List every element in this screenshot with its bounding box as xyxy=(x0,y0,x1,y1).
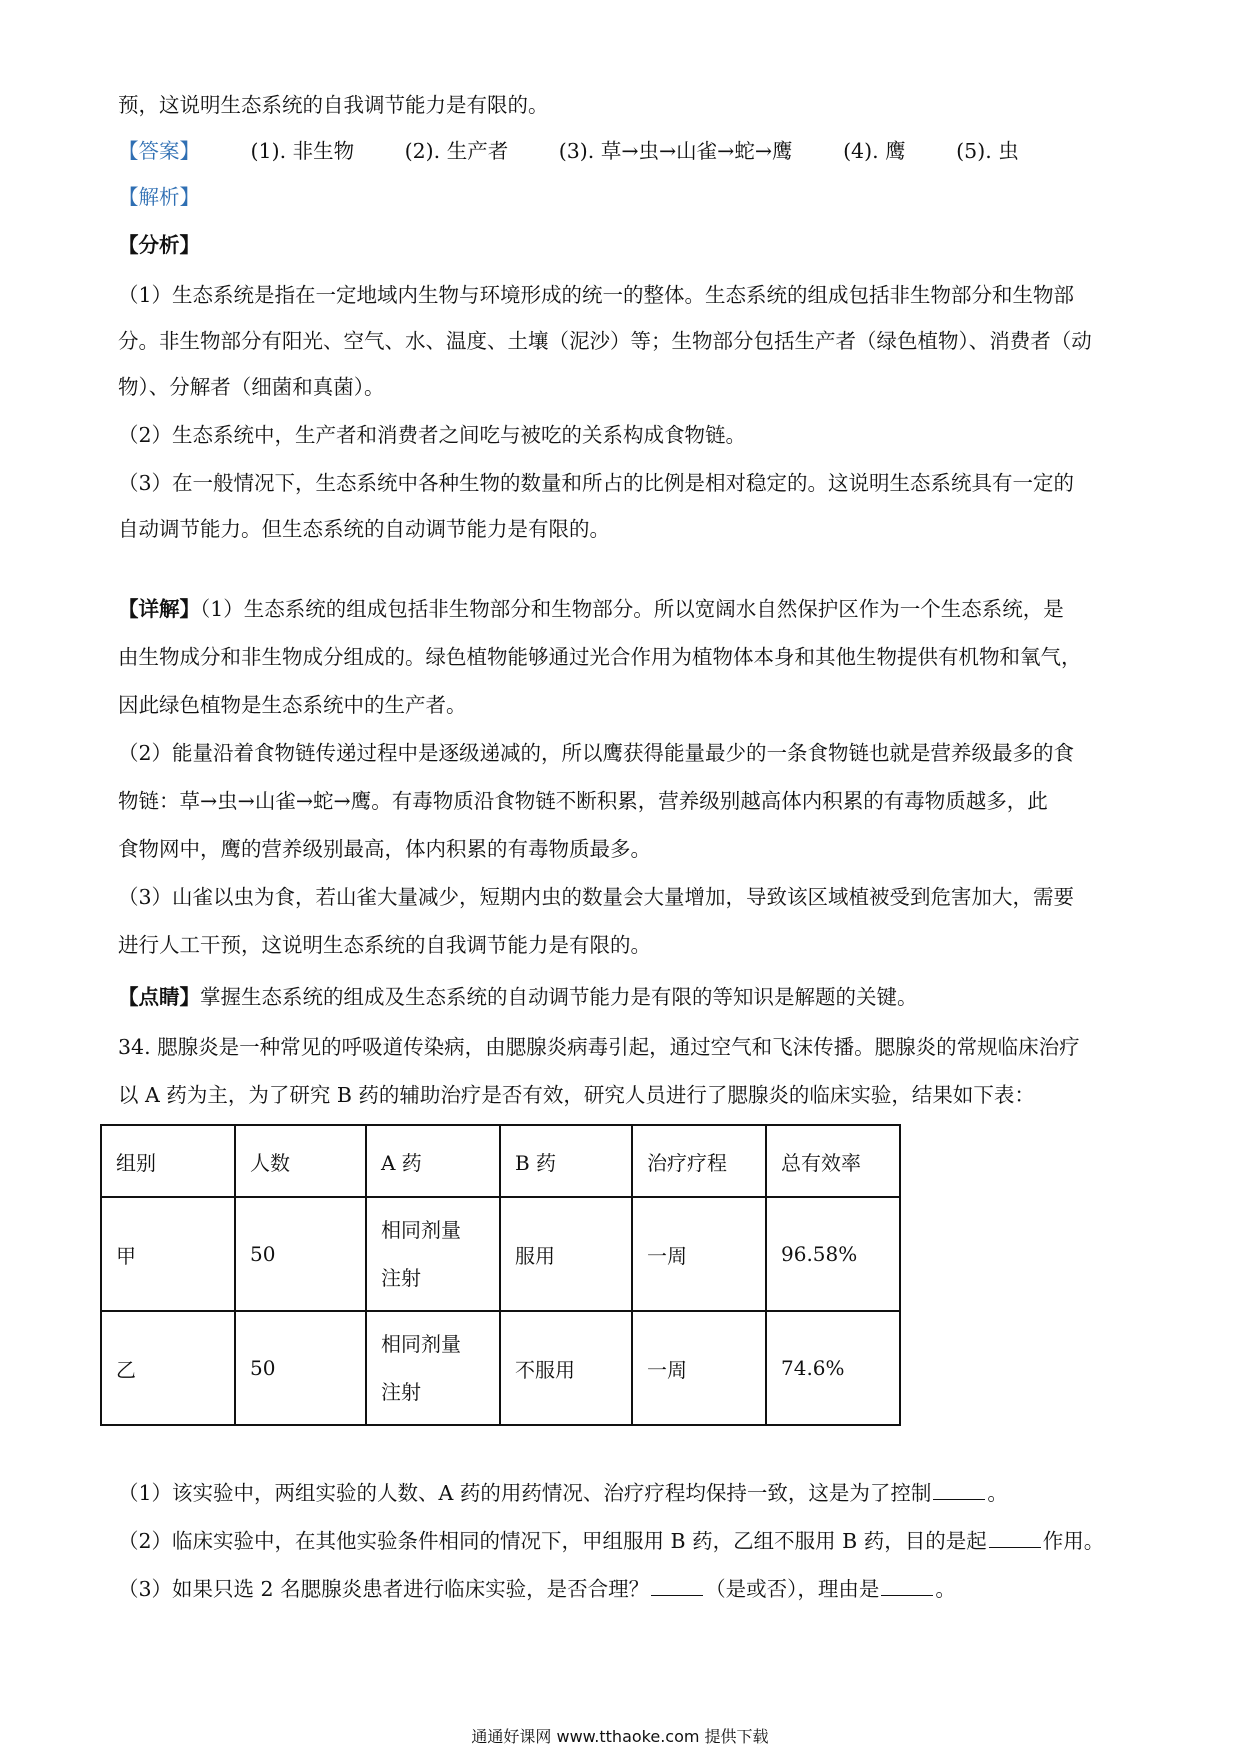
xiangjie-line-8: 进行人工干预，这说明生态系统的自我调节能力是有限的。 xyxy=(118,933,651,957)
answer-item-4: (4). 鹰 xyxy=(843,139,906,163)
cell-b-drug: 不服用 xyxy=(500,1311,632,1425)
sub-question-2-text: （2）临床实验中，在其他实验条件相同的情况下，甲组服用 B 药，乙组不服用 B 药，目的是起 xyxy=(118,1529,987,1553)
xiangjie-line-1 xyxy=(118,594,1138,624)
sub-question-1-end: 。 xyxy=(987,1481,1008,1505)
fenxi-line-6: 自动调节能力。但生态系统的自动调节能力是有限的。 xyxy=(118,517,610,541)
dianjing-label: 【点睛】 xyxy=(118,985,200,1009)
cell-course: 一周 xyxy=(632,1197,766,1311)
cell-a-drug xyxy=(366,1311,500,1425)
fenxi-line-3: 物）、分解者（细菌和真菌）。 xyxy=(118,375,385,399)
cell-group: 甲 xyxy=(101,1197,235,1311)
header-a-drug: A 药 xyxy=(366,1125,500,1197)
answer-blank xyxy=(651,1575,703,1596)
xiangjie-line-6: 食物网中，鹰的营养级别最高，体内积累的有毒物质最多。 xyxy=(118,837,651,861)
cell-a-drug-line2: 注射 xyxy=(381,1266,421,1290)
top-line: 预，这说明生态系统的自我调节能力是有限的。 xyxy=(118,93,549,117)
question-line-1: 34. 腮腺炎是一种常见的呼吸道传染病，由腮腺炎病毒引起，通过空气和飞沫传播。腮腺炎的常规临床治疗 xyxy=(118,1035,1080,1059)
xiangjie-line-2: 由生物成分和非生物成分组成的。绿色植物能够通过光合作用为植物体本身和其他生物提供有机物和氧气， xyxy=(118,645,1082,669)
analysis-label: 【解析】 xyxy=(118,185,200,209)
cell-group: 乙 xyxy=(101,1311,235,1425)
xiangjie-line-7: （3）山雀以虫为食，若山雀大量减少，短期内虫的数量会大量增加，导致该区域植被受到危害加大，需要 xyxy=(118,885,1075,909)
xiangjie-line-5: 物链：草→虫→山雀→蛇→鹰。有毒物质沿食物链不断积累，营养级别越高体内积累的有毒物质越多，此 xyxy=(118,789,1048,813)
answer-item-2: (2). 生产者 xyxy=(404,139,509,163)
fenxi-line-4: （2）生态系统中，生产者和消费者之间吃与被吃的关系构成食物链。 xyxy=(118,423,747,447)
fenxi-line-1: （1）生态系统是指在一定地域内生物与环境形成的统一的整体。生态系统的组成包括非生物部分和生物部 xyxy=(118,283,1075,307)
answer-item-5: (5). 虫 xyxy=(956,139,1019,163)
fenxi-line-2: 分。非生物部分有阳光、空气、水、温度、土壤（泥沙）等；生物部分包括生产者（绿色植物）、消费者（动 xyxy=(118,329,1092,353)
header-b-drug: B 药 xyxy=(500,1125,632,1197)
answer-blank xyxy=(881,1575,933,1596)
sub-question-3 xyxy=(118,1574,1138,1604)
xiangjie-line-3: 因此绿色植物是生态系统中的生产者。 xyxy=(118,693,467,717)
sub-question-1-text: （1）该实验中，两组实验的人数、A 药的用药情况、治疗疗程均保持一致，这是为了控制 xyxy=(118,1481,932,1505)
answer-item-1: (1). 非生物 xyxy=(250,139,355,163)
cell-a-drug-line1: 相同剂量 xyxy=(381,1218,461,1242)
fenxi-label: 【分析】 xyxy=(118,233,200,257)
dianjing-line xyxy=(118,982,1138,1012)
header-group: 组别 xyxy=(101,1125,235,1197)
results-table xyxy=(100,1124,901,1426)
table-row xyxy=(101,1197,900,1311)
table-row xyxy=(101,1311,900,1425)
cell-a-drug xyxy=(366,1197,500,1311)
cell-course: 一周 xyxy=(632,1311,766,1425)
xiangjie-line-4: （2）能量沿着食物链传递过程中是逐级递减的，所以鹰获得能量最少的一条食物链也就是营养级最多的食 xyxy=(118,741,1075,765)
answer-label: 【答案】 xyxy=(118,139,200,163)
sub-question-2-end: 作用。 xyxy=(1042,1529,1105,1553)
cell-b-drug: 服用 xyxy=(500,1197,632,1311)
answer-line xyxy=(118,136,1138,166)
cell-rate: 74.6% xyxy=(766,1311,900,1425)
answer-blank xyxy=(933,1479,985,1500)
header-rate: 总有效率 xyxy=(766,1125,900,1197)
header-count: 人数 xyxy=(235,1125,366,1197)
table-header-row xyxy=(101,1125,900,1197)
cell-rate: 96.58% xyxy=(766,1197,900,1311)
cell-a-drug-line2: 注射 xyxy=(381,1380,421,1404)
cell-count: 50 xyxy=(235,1197,366,1311)
fenxi-line-5: （3）在一般情况下，生态系统中各种生物的数量和所占的比例是相对稳定的。这说明生态系统具有一定的 xyxy=(118,471,1075,495)
sub-question-1 xyxy=(118,1478,1138,1508)
xiangjie-label: 【详解】 xyxy=(118,597,200,621)
dianjing-text: 掌握生态系统的组成及生态系统的自动调节能力是有限的等知识是解题的关键。 xyxy=(200,985,918,1009)
sub-question-3-end: 。 xyxy=(935,1577,956,1601)
sub-question-3-text: （3）如果只选 2 名腮腺炎患者进行临床实验，是否合理？ xyxy=(118,1577,650,1601)
cell-a-drug-line1: 相同剂量 xyxy=(381,1332,461,1356)
answer-blank xyxy=(989,1527,1041,1548)
xiangjie-first-text: （1）生态系统的组成包括非生物部分和生物部分。所以宽阔水自然保护区作为一个生态系统，是 xyxy=(200,597,1064,621)
sub-question-3-mid: （是或否），理由是 xyxy=(705,1577,880,1601)
page-footer: 通通好课网 www.tthaoke.com 提供下载 xyxy=(471,1727,769,1746)
header-course: 治疗疗程 xyxy=(632,1125,766,1197)
sub-question-2 xyxy=(118,1526,1138,1556)
answer-item-3: (3). 草→虫→山雀→蛇→鹰 xyxy=(558,139,793,163)
question-line-2: 以 A 药为主，为了研究 B 药的辅助治疗是否有效，研究人员进行了腮腺炎的临床实验，结果如下表： xyxy=(118,1083,1035,1107)
cell-count: 50 xyxy=(235,1311,366,1425)
